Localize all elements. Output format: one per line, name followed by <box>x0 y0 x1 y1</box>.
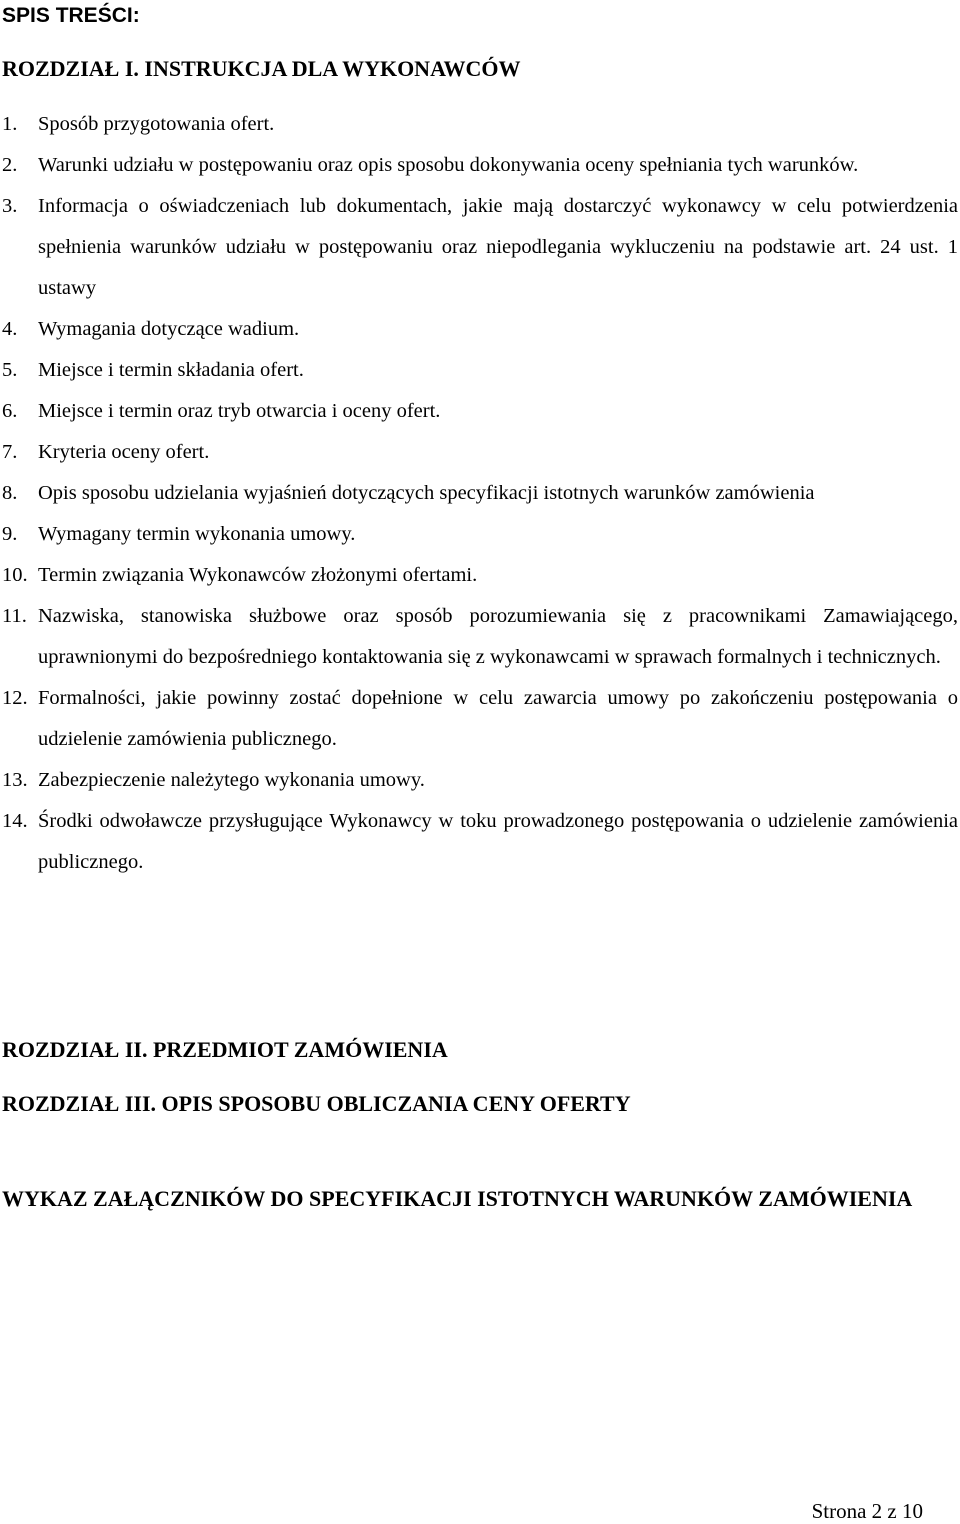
page-number: Strona 2 z 10 <box>811 1499 923 1523</box>
toc-item-number: 14. <box>2 810 28 832</box>
toc-title: SPIS TREŚCI: <box>2 4 140 27</box>
toc-item-text: Informacja o oświadczeniach lub dokumentach, jakie mają dostarczyć wykonawcy w celu potwierdzenia spełnienia warunków udziału w postępowaniu oraz niepodlegania wykluczeniu na podstawie art. 24 ust. 1 ustawy <box>38 195 958 299</box>
toc-item-number: 7. <box>2 441 18 463</box>
toc-item-number: 8. <box>2 482 18 504</box>
toc-item-number: 11. <box>2 605 27 627</box>
chapter-1-heading: ROZDZIAŁ I. INSTRUKCJA DLA WYKONAWCÓW <box>2 56 521 81</box>
toc-item-14 <box>0 801 960 883</box>
toc-item-number: 10. <box>2 564 28 586</box>
toc-item-8 <box>0 473 960 514</box>
toc-item-5 <box>0 350 960 391</box>
toc-item-text: Nazwiska, stanowiska służbowe oraz sposób porozumiewania się z pracownikami Zamawiającego, uprawnionymi do bezpośredniego kontaktowania się z wykonawcami w sprawach formalnych i technicznych. <box>38 605 958 668</box>
toc-item-text: Kryteria oceny ofert. <box>38 441 210 463</box>
toc-item-10 <box>0 555 960 596</box>
chapter-3-heading: ROZDZIAŁ III. OPIS SPOSOBU OBLICZANIA CENY OFERTY <box>2 1091 631 1116</box>
toc-item-text: Zabezpieczenie należytego wykonania umowy. <box>38 769 425 791</box>
toc-item-text: Wymagania dotyczące wadium. <box>38 318 300 340</box>
toc-item-9 <box>0 514 960 555</box>
toc-item-text: Termin związania Wykonawców złożonymi ofertami. <box>38 564 478 586</box>
toc-item-text: Wymagany termin wykonania umowy. <box>38 523 356 545</box>
toc-item-3 <box>0 186 960 309</box>
toc-item-number: 9. <box>2 523 18 545</box>
attachments-heading: WYKAZ ZAŁĄCZNIKÓW DO SPECYFIKACJI ISTOTNYCH WARUNKÓW ZAMÓWIENIA <box>2 1186 913 1211</box>
toc-item-13 <box>0 760 960 801</box>
toc-item-12 <box>0 678 960 760</box>
toc-item-text: Miejsce i termin składania ofert. <box>38 359 304 381</box>
toc-item-text: Formalności, jakie powinny zostać dopełnione w celu zawarcia umowy po zakończeniu postępowania o udzielenie zamówienia publicznego. <box>38 687 958 750</box>
toc-item-number: 5. <box>2 359 18 381</box>
toc-item-number: 13. <box>2 769 28 791</box>
toc-item-4 <box>0 309 960 350</box>
toc-item-2 <box>0 145 960 186</box>
toc-item-number: 4. <box>2 318 18 340</box>
toc-item-1 <box>0 104 960 145</box>
toc-item-number: 6. <box>2 400 18 422</box>
toc-item-text: Opis sposobu udzielania wyjaśnień dotyczących specyfikacji istotnych warunków zamówienia <box>38 482 815 504</box>
toc-item-11 <box>0 596 960 678</box>
toc-item-text: Sposób przygotowania ofert. <box>38 113 275 135</box>
toc-item-number: 3. <box>2 195 18 217</box>
toc-item-7 <box>0 432 960 473</box>
toc-item-text: Środki odwoławcze przysługujące Wykonawcy w toku prowadzonego postępowania o udzielenie zamówienia publicznego. <box>38 810 958 873</box>
toc-item-number: 2. <box>2 154 18 176</box>
chapter-2-heading: ROZDZIAŁ II. PRZEDMIOT ZAMÓWIENIA <box>2 1037 448 1062</box>
toc-item-6 <box>0 391 960 432</box>
toc-list <box>0 104 960 883</box>
toc-item-text: Warunki udziału w postępowaniu oraz opis sposobu dokonywania oceny spełniania tych warunków. <box>38 154 859 176</box>
toc-item-number: 1. <box>2 113 18 135</box>
toc-item-number: 12. <box>2 687 28 709</box>
toc-item-text: Miejsce i termin oraz tryb otwarcia i oceny ofert. <box>38 400 441 422</box>
